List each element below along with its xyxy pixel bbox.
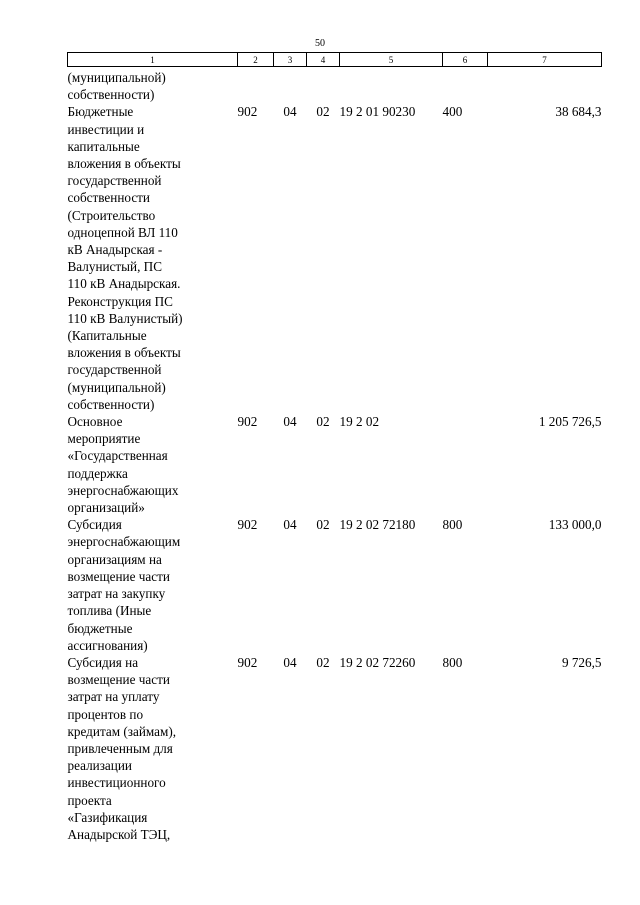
row-name: Субсидия энергоснабжающим организациям на возмещение части затрат на закупку топлива (Иные бюджетные ассигнования): [67, 517, 181, 653]
row-gr: 902: [237, 654, 258, 670]
column-header: 4: [307, 53, 340, 67]
column-header: 3: [274, 53, 307, 67]
row-vr: 400: [442, 104, 463, 120]
row-rz: 04: [283, 414, 297, 430]
row-gr: 902: [237, 104, 258, 120]
row-pr: 02: [316, 104, 330, 120]
row-vr: [443, 67, 488, 104]
row-amount: 9 726,5: [561, 654, 602, 670]
row-pr: [307, 67, 340, 104]
row-name: (муниципальной) собственности): [67, 70, 166, 103]
row-rz: 04: [283, 654, 297, 670]
table-row: [68, 516, 602, 654]
column-header: 1: [68, 53, 238, 67]
row-name: Бюджетные инвестиции и капитальные вложения в объекты государственной собственности (Строительство одноцепной ВЛ 110 кВ Анадырская - Валунистый, ПС 110 кВ Анадырская. Реконструкция ПС 110 кВ Валунистый) (Капитальные вложения в объекты государственной (муниципальной) собственности): [67, 104, 183, 412]
row-name: Субсидия на возмещение части затрат на уплату процентов по кредитам (займам), привлеченным для реализации инвестиционного проекта «Газификация Анадырской ТЭЦ,: [67, 654, 177, 842]
row-vr: [443, 413, 488, 516]
table-row: [68, 413, 602, 516]
row-gr: [238, 67, 274, 104]
row-pr: 02: [316, 654, 330, 670]
row-rz: [274, 67, 307, 104]
row-cs: 19 2 01 90230: [339, 104, 416, 120]
row-cs: 19 2 02 72260: [339, 654, 416, 670]
column-header: 7: [488, 53, 602, 67]
row-pr: 02: [316, 414, 330, 430]
row-name: Основное мероприятие «Государственная поддержка энергоснабжающих организаций»: [67, 414, 179, 516]
row-cs: 19 2 02: [339, 414, 380, 430]
row-amount: 38 684,3: [555, 104, 602, 120]
row-cs: 19 2 02 72180: [339, 517, 416, 533]
table-row: [68, 67, 602, 104]
table-row: [68, 654, 602, 843]
table-row: [68, 103, 602, 413]
column-header: 6: [443, 53, 488, 67]
page-number: 50: [315, 38, 325, 49]
row-vr: 800: [442, 517, 463, 533]
row-amount: 1 205 726,5: [538, 414, 602, 430]
row-amount: [488, 67, 602, 104]
row-vr: 800: [442, 654, 463, 670]
row-pr: 02: [316, 517, 330, 533]
budget-table: [67, 52, 602, 843]
row-rz: 04: [283, 517, 297, 533]
row-cs: [340, 67, 443, 104]
table-header-row: [68, 53, 602, 67]
row-gr: 902: [237, 414, 258, 430]
row-rz: 04: [283, 104, 297, 120]
column-header: 5: [340, 53, 443, 67]
row-amount: 133 000,0: [548, 517, 602, 533]
column-header: 2: [238, 53, 274, 67]
row-gr: 902: [237, 517, 258, 533]
